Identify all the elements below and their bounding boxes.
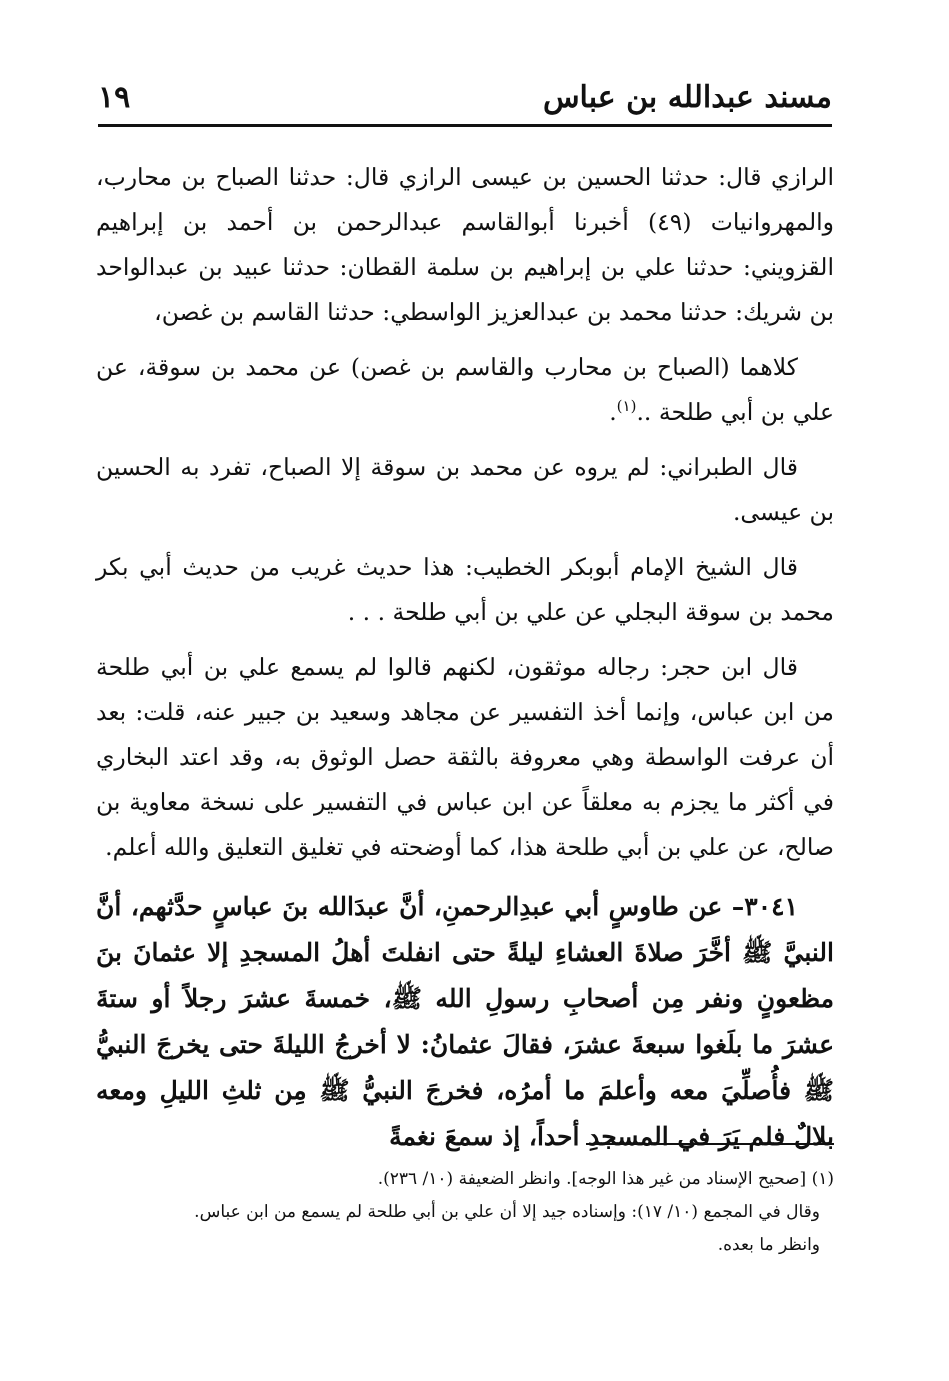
footnote-1-continued: وقال في المجمع (١٠/ ١٧): وإسناده جيد إلا أن علي بن أبي طلحة لم يسمع من ابن عباس.: [194, 1202, 820, 1222]
footnote-separator: [586, 1143, 834, 1145]
paragraph-both-narrators: [96, 345, 834, 435]
hadith-3041-text: ٣٠٤١– عن طاوسٍ أبي عبدِالرحمنِ، أنَّ عبدَالله بنَ عباسٍ حدَّثهم، أنَّ النبيَّ ﷺ أخَّرَ صلاةَ العشاءِ ليلةً حتى انفلتَ أهلُ المسجدِ إلا عثمانَ بنَ مظعونٍ ونفر مِن أصحابِ رسولِ الله ﷺ، خمسةَ عشرَ رجلاً أو ستةَ عشرَ ما بلَغوا سبعةَ عشرَ، فقالَ عثمانُ: لا أخرجُ الليلةَ حتى يخرجَ النبيُّ ﷺ فأُصلِّيَ معه وأعلمَ ما أمرُه، فخرجَ النبيُّ ﷺ مِن ثلثِ الليلِ ومعه بلالٌ فلم يَرَ في المسجدِ أحداً، إذ سمعَ نغمةً: [96, 892, 834, 1151]
period: .: [609, 398, 617, 426]
running-header: [98, 72, 832, 127]
footnote-1: (١) [صحيح الإسناد من غير هذا الوجه]. وانظر الضعيفة (١٠/ ٢٣٦).: [377, 1169, 834, 1189]
hadith-3041: [96, 884, 834, 1160]
main-text: [96, 155, 834, 1170]
paragraph-tabarani-text: قال الطبراني: لم يروه عن محمد بن سوقة إلا الصباح، تفرد به الحسين بن عيسى.: [96, 453, 834, 526]
book-title: مسند عبدالله بن عباس: [542, 80, 832, 115]
paragraph-ibn-hajar-text: قال ابن حجر: رجاله موثقون، لكنهم قالوا لم يسمع علي بن أبي طلحة من ابن عباس، وإنما أخذ التفسير عن مجاهد وسعيد بن جبير عنه، قلت: بعد أن عرفت الواسطة وهي معروفة بالثقة حصل الوثوق به، وقد اعتد البخاري في أكثر ما يجزم به معلقاً عن ابن عباس في التفسير على نسخة معاوية بن صالح، عن علي بن أبي طلحة هذا، كما أوضحته في تغليق التعليق والله أعلم.: [96, 653, 834, 861]
paragraph-isnad-text: الرازي قال: حدثنا الحسين بن عيسى الرازي قال: حدثنا الصباح بن محارب، والمهروانيات (٤٩) أخبرنا أبوالقاسم عبدالرحمن بن أحمد بن إبراهيم القزويني: حدثنا علي بن إبراهيم بن سلمة القطان: حدثنا عبيد بن عبدالواحد بن شريك: حدثنا محمد بن عبدالعزيز الواسطي: حدثنا القاسم بن غصن،: [96, 163, 834, 326]
paragraph-khatib: [96, 545, 834, 635]
paragraph-ibn-hajar: [96, 645, 834, 870]
footnotes: [96, 1163, 834, 1262]
paragraph-isnad: [96, 155, 834, 335]
paragraph-khatib-text: قال الشيخ الإمام أبوبكر الخطيب: هذا حديث غريب من حديث أبي بكر محمد بن سوقة البجلي عن علي بن أبي طلحة . . .: [96, 553, 834, 626]
footnote-1-see-next: وانظر ما بعده.: [717, 1235, 820, 1255]
paragraph-both-narrators-text: كلاهما (الصباح بن محارب والقاسم بن غصن) عن محمد بن سوقة، عن علي بن أبي طلحة ..: [96, 353, 834, 426]
footnote-ref: (١): [616, 397, 637, 416]
page-number: ١٩: [98, 80, 131, 115]
paragraph-tabarani: [96, 445, 834, 535]
